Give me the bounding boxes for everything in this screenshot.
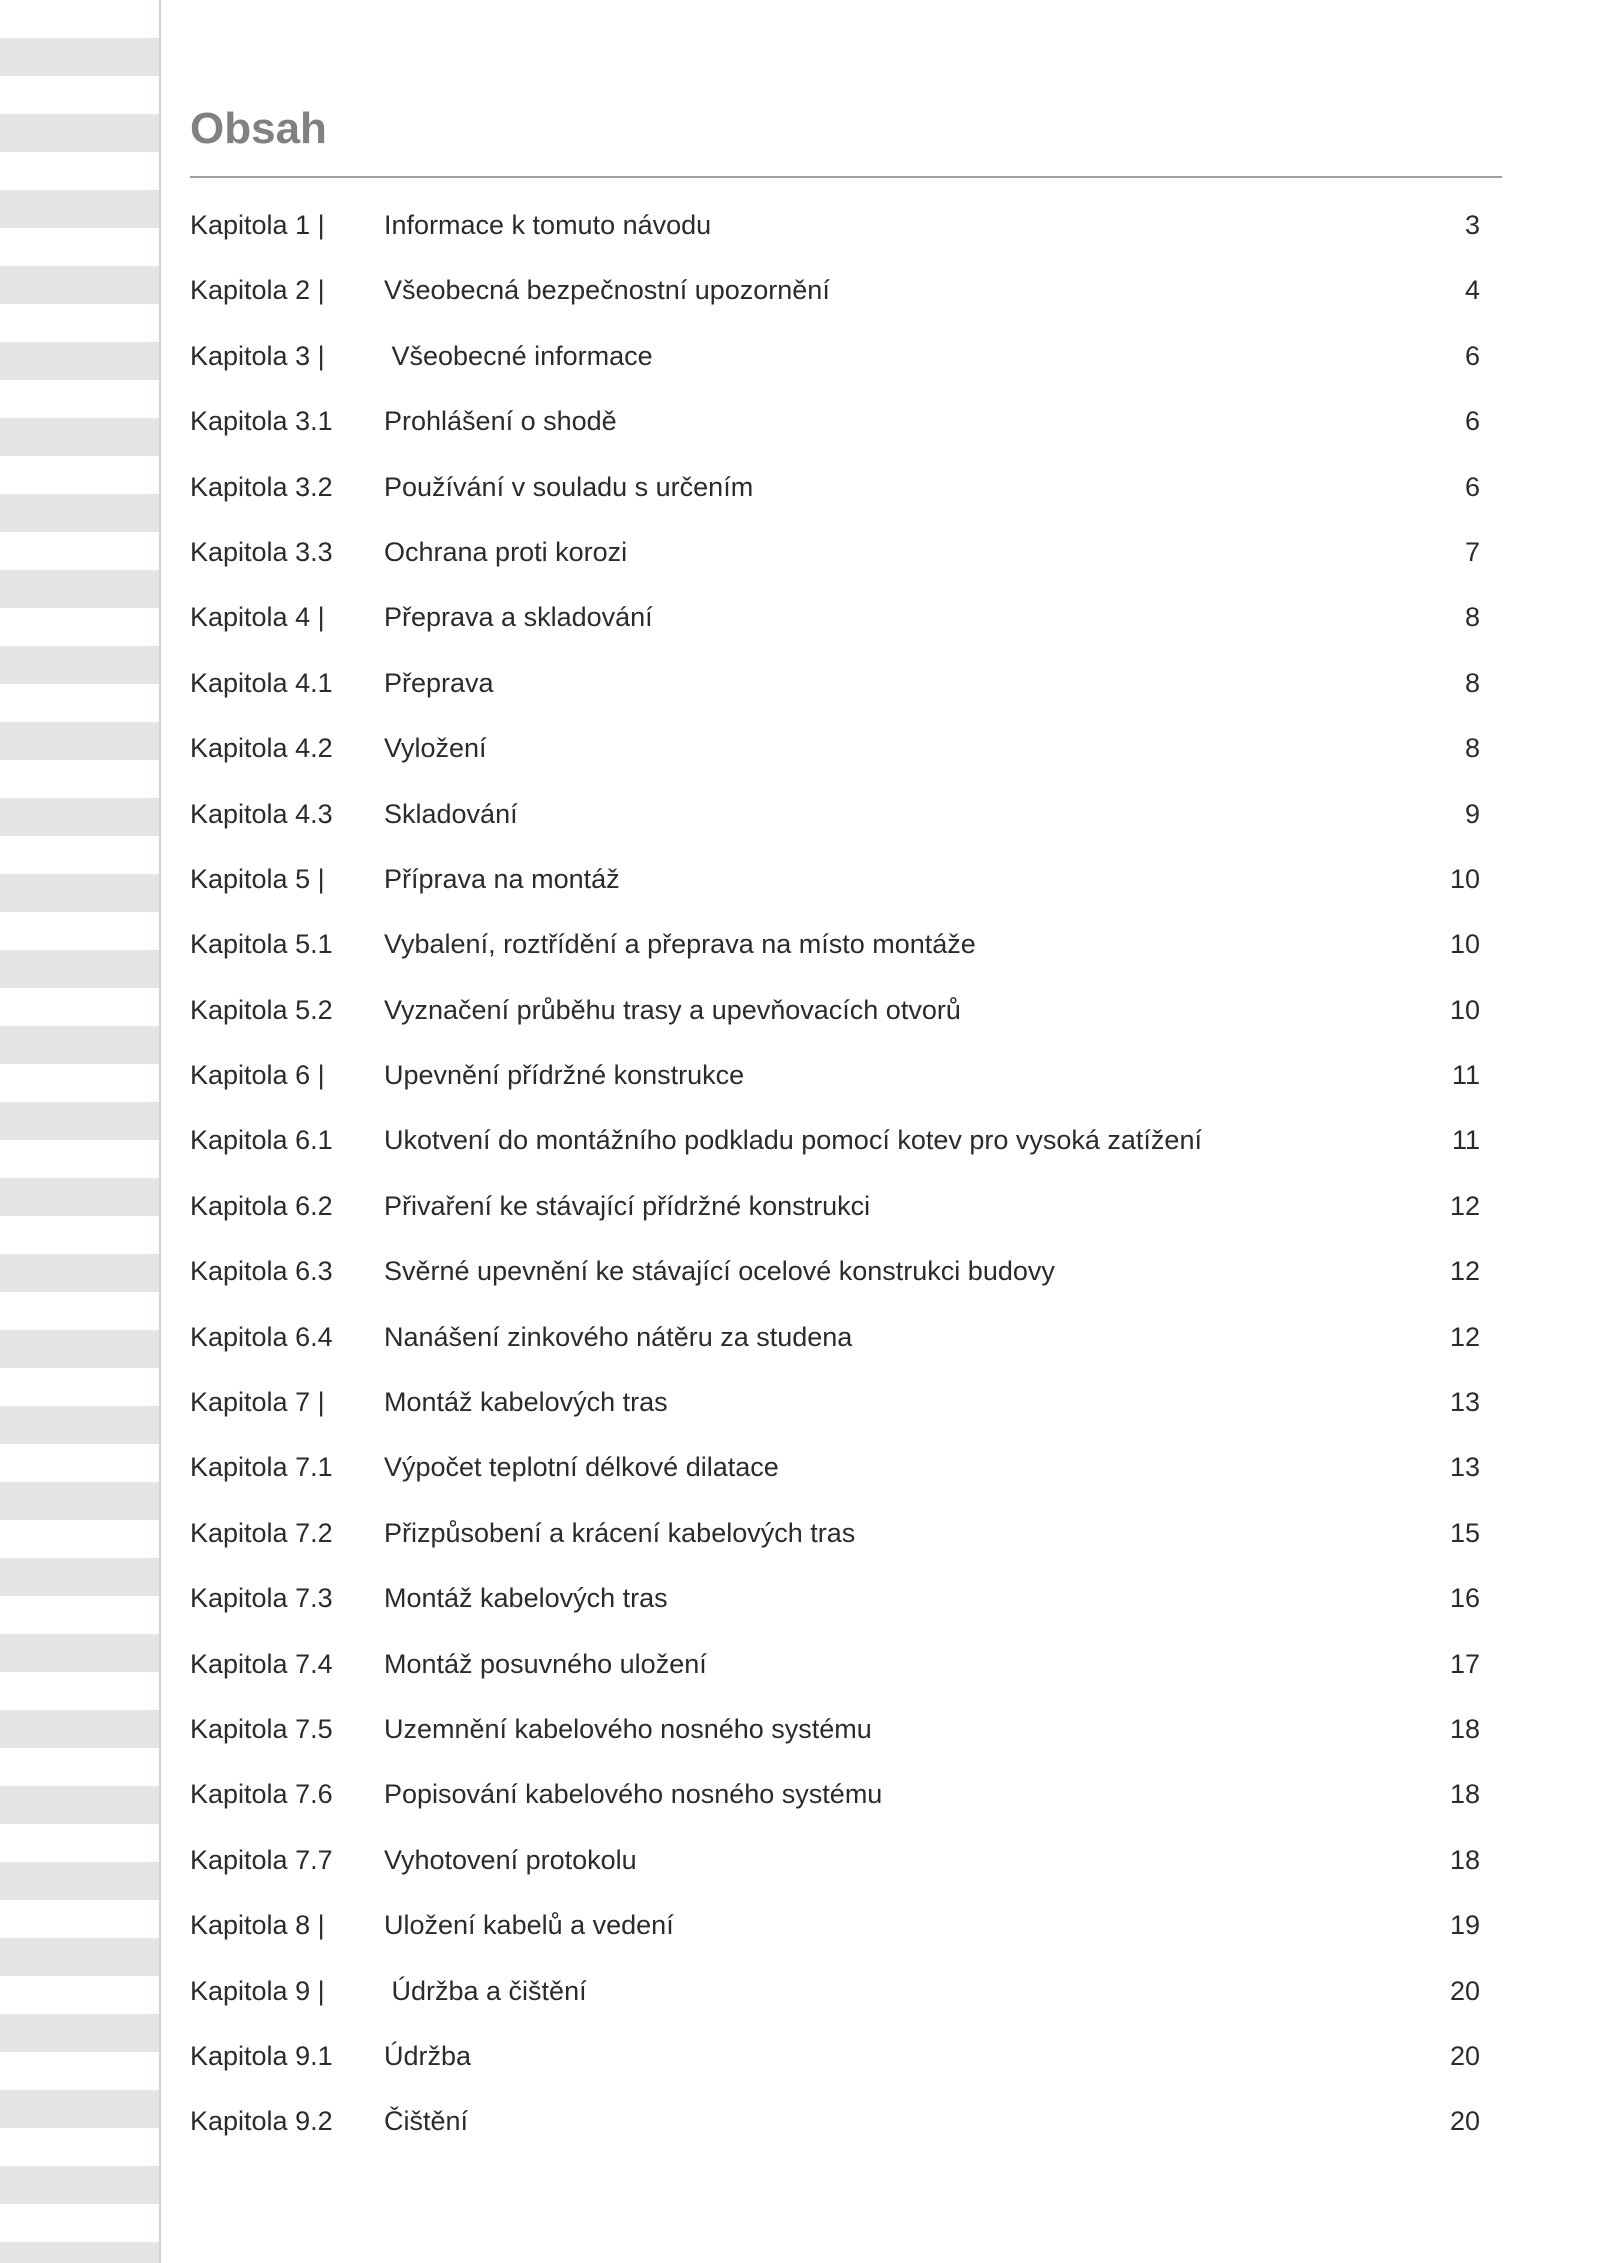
toc-chapter-title: Skladování [384,798,518,829]
toc-chapter-title: Nanášení zinkového nátěru za studena [384,1321,853,1352]
toc-chapter-number: Kapitola 2 | [190,275,325,306]
toc-chapter-title: Uzemnění kabelového nosného systému [384,1713,872,1744]
toc-chapter-title: Vyložení [384,733,487,764]
toc-chapter-number: Kapitola 4.3 [190,798,333,829]
toc-entry[interactable] [190,1370,1480,1435]
toc-chapter-number: Kapitola 7.7 [190,1844,333,1875]
toc-page-number: 12 [1449,1190,1480,1221]
toc-entry[interactable] [190,258,1480,323]
toc-page-number: 18 [1449,1844,1480,1875]
toc-chapter-title: Vyznačení průběhu trasy a upevňovacích otvorů [384,994,961,1025]
toc-page-number: 12 [1449,1321,1480,1352]
toc-chapter-number: Kapitola 7.3 [190,1583,333,1614]
toc-entry[interactable] [190,912,1480,977]
toc-chapter-title: Uložení kabelů a vedení [384,1910,674,1941]
toc-page-number: 11 [1451,1125,1480,1156]
toc-chapter-number: Kapitola 5 | [190,863,325,894]
toc-page-number: 13 [1449,1452,1480,1483]
toc-chapter-title: Výpočet teplotní délkové dilatace [384,1452,779,1483]
toc-chapter-number: Kapitola 6.3 [190,1256,333,1287]
toc-page-number: 7 [1464,536,1480,567]
title-rule [190,176,1502,178]
toc-entry[interactable] [190,847,1480,912]
toc-page-number: 8 [1464,667,1480,698]
toc-entry[interactable] [190,1828,1480,1893]
toc-page-number: 10 [1449,929,1480,960]
toc-entry[interactable] [190,1174,1480,1239]
toc-entry[interactable] [190,978,1480,1043]
toc-entry[interactable] [190,782,1480,847]
toc-page-number: 3 [1464,210,1480,240]
toc-chapter-number: Kapitola 7.4 [190,1648,333,1679]
toc-page-number: 8 [1464,733,1480,764]
toc-chapter-number: Kapitola 9.1 [190,2040,333,2071]
toc-page-number: 6 [1464,340,1480,371]
toc-entry[interactable] [190,455,1480,520]
toc-page-number: 4 [1464,275,1480,306]
toc-page-number: 10 [1449,994,1480,1025]
toc-page-number: 19 [1449,1910,1480,1941]
toc-entry[interactable] [190,1697,1480,1762]
toc-page-number: 9 [1464,798,1480,829]
toc-page-number: 8 [1464,602,1480,633]
toc-chapter-number: Kapitola 9.2 [190,2106,333,2137]
margin-stripes [0,0,160,2263]
toc-chapter-number: Kapitola 6.4 [190,1321,333,1352]
toc-chapter-number: Kapitola 3.1 [190,406,333,437]
toc-chapter-number: Kapitola 3.2 [190,471,333,502]
toc-entry[interactable] [190,1435,1480,1500]
toc-chapter-number: Kapitola 7.6 [190,1779,333,1810]
toc-page-number: 20 [1449,2106,1480,2137]
toc-entry[interactable] [190,1893,1480,1958]
toc-chapter-number: Kapitola 7 | [190,1387,325,1418]
toc-chapter-title: Přeprava a skladování [384,602,653,633]
toc-page-number: 16 [1449,1583,1480,1614]
toc-chapter-title: Montáž kabelových tras [384,1387,668,1418]
toc-chapter-title: Prohlášení o shodě [384,406,617,437]
toc-chapter-title: Popisování kabelového nosného systému [384,1779,883,1810]
toc-chapter-title: Údržba [384,2040,472,2071]
toc-page-number: 18 [1449,1779,1480,1810]
toc-chapter-title: Příprava na montáž [384,863,620,894]
toc-chapter-title: Údržba a čištění [384,1975,587,2006]
toc-entry[interactable] [190,585,1480,650]
toc-chapter-title: Informace k tomuto návodu [384,210,712,240]
toc-page-number: 20 [1449,2040,1480,2071]
toc-entry[interactable] [190,2024,1480,2089]
toc-entry[interactable] [190,324,1480,389]
toc-chapter-title: Čištění [384,2106,469,2137]
toc-chapter-title: Všeobecné informace [384,340,653,371]
toc-chapter-number: Kapitola 3 | [190,340,325,371]
toc-entry[interactable] [190,1762,1480,1827]
toc-chapter-title: Montáž posuvného uložení [384,1648,707,1679]
toc-page-number: 6 [1464,471,1480,502]
toc-chapter-number: Kapitola 5.1 [190,929,333,960]
margin-line [159,0,161,2263]
toc-entry[interactable] [190,520,1480,585]
toc-entry[interactable] [190,1959,1480,2024]
toc-entry[interactable] [190,389,1480,454]
toc-chapter-number: Kapitola 7.2 [190,1517,333,1548]
toc-chapter-number: Kapitola 8 | [190,1910,325,1941]
toc-page-number: 17 [1449,1648,1480,1679]
toc-entry[interactable] [190,1501,1480,1566]
toc-entry[interactable] [190,651,1480,716]
toc-entry[interactable] [190,716,1480,781]
toc-chapter-number: Kapitola 4 | [190,602,325,633]
toc-chapter-number: Kapitola 4.2 [190,733,333,764]
toc-chapter-title: Vyhotovení protokolu [384,1844,637,1875]
toc-chapter-number: Kapitola 6.1 [190,1125,333,1156]
toc-page-number: 15 [1449,1517,1480,1548]
toc-chapter-number: Kapitola 9 | [190,1975,325,2006]
toc-page-number: 11 [1451,1060,1480,1091]
toc-page-number: 10 [1449,863,1480,894]
toc-chapter-title: Přeprava [384,667,494,698]
toc-chapter-title: Montáž kabelových tras [384,1583,668,1614]
table-of-contents [190,193,1480,2155]
toc-entry[interactable] [190,1566,1480,1631]
toc-chapter-title: Všeobecná bezpečnostní upozornění [384,275,830,306]
toc-chapter-number: Kapitola 3.3 [190,536,333,567]
toc-page-number: 20 [1449,1975,1480,2006]
toc-chapter-title: Ukotvení do montážního podkladu pomocí kotev pro vysoká zatížení [384,1125,1202,1156]
toc-chapter-number: Kapitola 7.5 [190,1713,333,1744]
toc-page-number: 18 [1449,1713,1480,1744]
toc-entry[interactable] [190,1239,1480,1304]
toc-chapter-number: Kapitola 6.2 [190,1190,333,1221]
toc-chapter-title: Přizpůsobení a krácení kabelových tras [384,1517,856,1548]
toc-chapter-title: Svěrné upevnění ke stávající ocelové konstrukci budovy [384,1256,1055,1287]
toc-chapter-title: Používání v souladu s určením [384,471,754,502]
toc-chapter-title: Přivaření ke stávající přídržné konstrukci [384,1190,871,1221]
toc-entry[interactable] [190,193,1480,258]
toc-page-number: 6 [1464,406,1480,437]
toc-chapter-title: Vybalení, roztřídění a přeprava na místo montáže [384,929,976,960]
toc-chapter-title: Ochrana proti korozi [384,536,628,567]
toc-page-number: 13 [1449,1387,1480,1418]
toc-entry[interactable] [190,2089,1480,2154]
toc-entry[interactable] [190,1632,1480,1697]
toc-chapter-number: Kapitola 6 | [190,1060,325,1091]
toc-chapter-number: Kapitola 7.1 [190,1452,333,1483]
toc-entry[interactable] [190,1043,1480,1108]
toc-page-number: 12 [1449,1256,1480,1287]
toc-chapter-number: Kapitola 4.1 [190,667,333,698]
toc-chapter-title: Upevnění přídržné konstrukce [384,1060,745,1091]
toc-chapter-number: Kapitola 5.2 [190,994,333,1025]
toc-entry[interactable] [190,1108,1480,1173]
toc-chapter-number: Kapitola 1 | [190,210,325,240]
toc-entry[interactable] [190,1305,1480,1370]
page-title: Obsah [190,104,327,153]
